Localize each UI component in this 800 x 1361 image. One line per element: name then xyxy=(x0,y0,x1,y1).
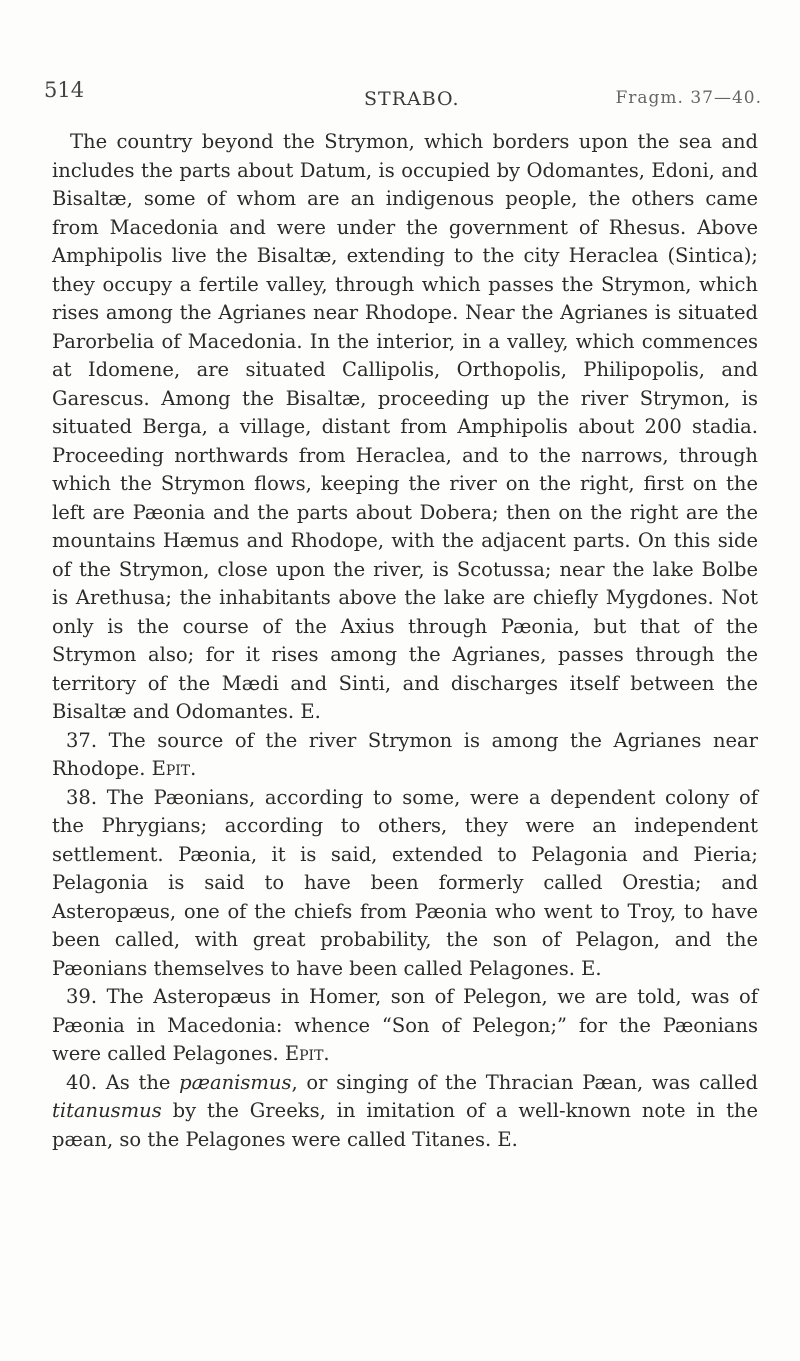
source-tag: E. xyxy=(300,700,321,723)
source-tag: Epit. xyxy=(284,1042,330,1065)
paragraph-text: by the Greeks, in imitation of a well-known note in the pæan, so the Pelagones were called Titanes. xyxy=(52,1099,758,1151)
paragraph-text: The country beyond the Strymon, which borders upon the sea and includes the parts about Datum, is occupied by Odomantes, Edoni, and Bisaltæ, some of whom are an indigenous people, the others came from Macedonia and were under the government of Rhesus. Above Amphipolis live the Bisaltæ, extending to the city Heraclea (Sintica); they occupy a fertile valley, through which passes the Strymon, which rises among the Agrianes near Rhodope. Near the Agrianes is situated Parorbelia of Macedonia. In the interior, in a valley, which commences at Idomene, are situated Callipolis, Orthopolis, Philipopolis, and Garescus. Among the Bisaltæ, proceeding up the river Strymon, is situated Berga, a village, distant from Amphipolis about 200 stadia. Proceeding northwards from Heraclea, and to the narrows, through which the Strymon flows, keeping the river on the right, first on the left are Pæonia and the parts about Dobera; then on the right are the mountains Hæmus and Rhodope, with the adjacent parts. On this side of the Strymon, close upon the river, is Scotussa; near the lake Bolbe is Arethusa; the inhabitants above the lake are chiefly Mygdones. Not only is the course of the Axius through Pæonia, but that of the Strymon also; for it rises among the Agrianes, passes through the territory of the Mædi and Sinti, and discharges itself between the Bisaltæ and Odomantes. xyxy=(52,130,758,723)
running-title: STRABO. xyxy=(364,88,460,110)
paragraph-text: 38. The Pæonians, according to some, were a dependent colony of the Phrygians; according to others, they were an independent settlement. Pæonia, it is said, extended to Pelagonia and Pieria; Pelagonia is said to have been formerly called Orestia; and Asteropæus, one of the chiefs from Pæonia who went to Troy, to have been called, with great probability, the son of Pelagon, and the Pæonians themselves to have been called Pelagones. xyxy=(52,785,758,980)
source-tag: Epit. xyxy=(151,757,197,780)
paragraph-37 xyxy=(52,727,758,784)
paragraph-text: 37. The source of the river Strymon is among the Agrianes near Rhodope. xyxy=(52,728,758,780)
source-tag: E. xyxy=(581,956,602,980)
italic-term: pæanismus xyxy=(179,1070,292,1094)
source-tag: E. xyxy=(497,1127,518,1151)
paragraph-text: , or singing of the Thracian Pæan, was called xyxy=(291,1070,758,1094)
paragraph-text: 40. As the xyxy=(66,1070,180,1094)
paragraph-36 xyxy=(52,128,758,727)
paragraph-text: 39. The Asteropæus in Homer, son of Pelegon, we are told, was of Pæonia in Macedonia: whence “Son of Pelegon;” for the Pæonians were called Pelagones. xyxy=(52,985,758,1065)
paragraph-38 xyxy=(52,784,758,984)
page-number: 514 xyxy=(44,78,85,102)
body-text xyxy=(52,128,758,1154)
fragment-label: Fragm. 37—40. xyxy=(615,88,762,108)
page-header xyxy=(44,78,762,118)
paragraph-40 xyxy=(52,1069,758,1155)
paragraph-39 xyxy=(52,983,758,1069)
italic-term: titanusmus xyxy=(52,1099,162,1122)
